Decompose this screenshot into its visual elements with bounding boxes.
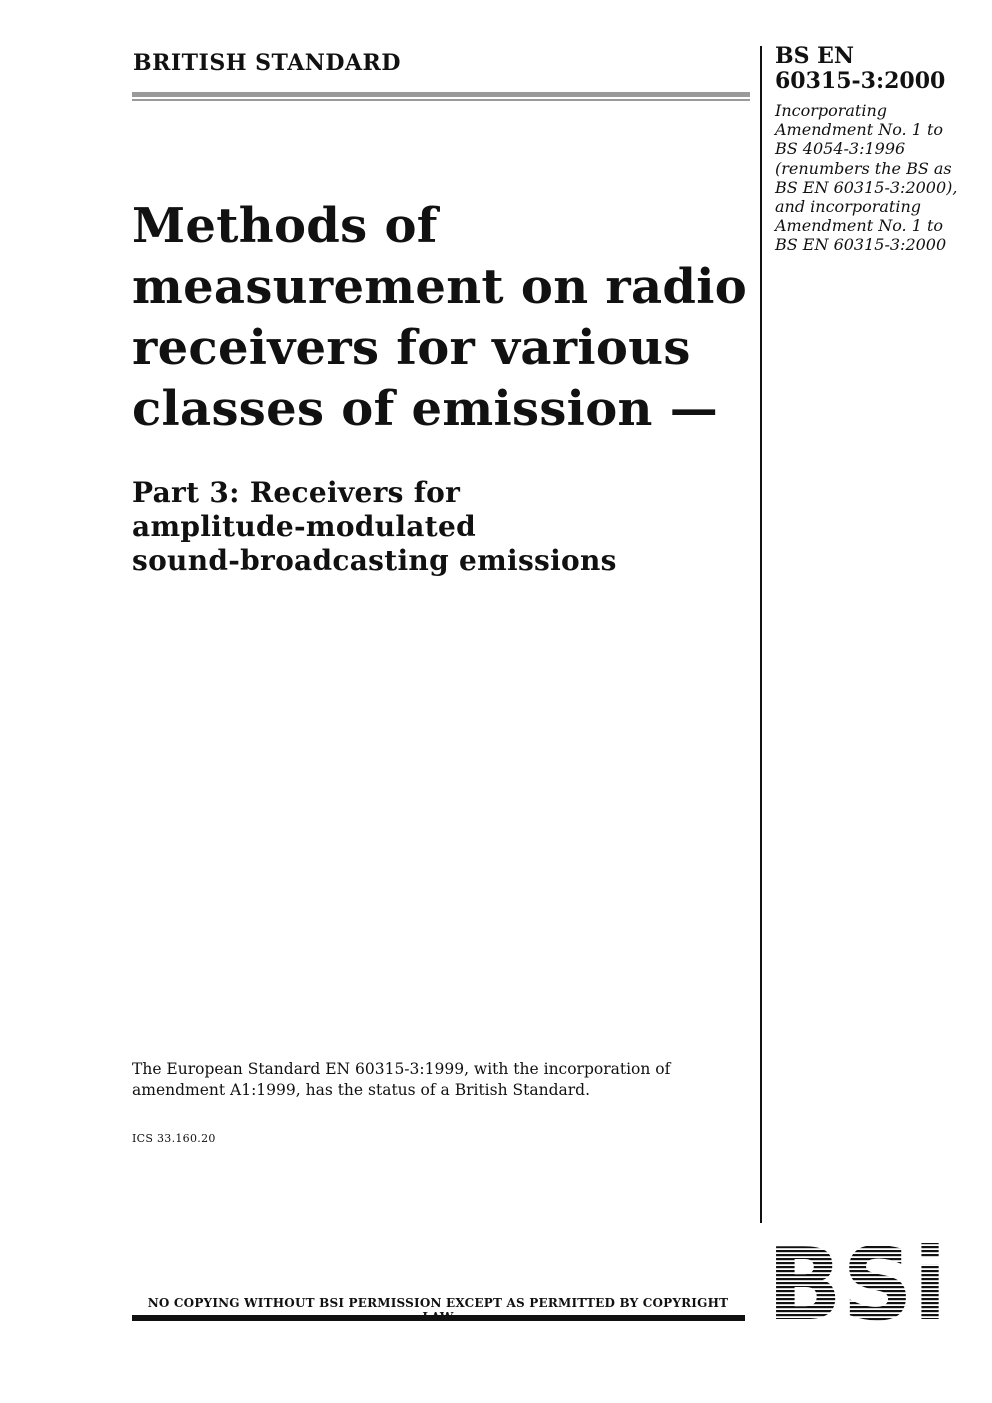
amendment-line: Amendment No. 1 to	[775, 216, 944, 236]
status-statement	[132, 1059, 692, 1100]
amendment-line: BS 4054-3:1996	[775, 139, 906, 159]
title-line: Methods of	[132, 198, 438, 254]
amendment-line: BS EN 60315-3:2000	[775, 235, 947, 255]
amendment-line: (renumbers the BS as	[775, 158, 952, 178]
part-title-line: sound-broadcasting emissions	[132, 544, 617, 577]
status-line: amendment A1:1999, has the status of a British Standard.	[132, 1080, 590, 1099]
standard-number-line-1: BS EN	[775, 43, 855, 69]
status-line: The European Standard EN 60315-3:1999, with the incorporation of	[132, 1060, 671, 1078]
part-title	[132, 476, 752, 578]
amendment-note	[775, 101, 975, 255]
part-title-line: amplitude-modulated	[132, 510, 476, 543]
standard-series-label: BRITISH STANDARD	[133, 50, 401, 76]
standard-number	[775, 44, 975, 94]
footer-rule	[132, 1315, 745, 1321]
amendment-line: and incorporating	[775, 197, 921, 217]
amendment-line: BS EN 60315-3:2000),	[775, 177, 958, 197]
part-title-line: Part 3: Receivers for	[132, 476, 461, 509]
standard-number-line-2: 60315-3:2000	[775, 68, 946, 94]
amendment-line: Incorporating	[775, 101, 888, 120]
header-rule-thin	[132, 99, 750, 101]
title-line: classes of emission —	[132, 381, 719, 437]
bsi-logo	[769, 1242, 945, 1323]
copyright-notice: NO COPYING WITHOUT BSI PERMISSION EXCEPT AS PERMITTED BY COPYRIGHT	[147, 1296, 729, 1310]
title-line: measurement on radio	[132, 259, 748, 315]
document-title	[132, 196, 752, 440]
header-rule-thick	[132, 92, 750, 97]
amendment-line: Amendment No. 1 to	[775, 120, 944, 140]
vertical-divider	[760, 46, 762, 1223]
title-line: receivers for various	[132, 320, 691, 376]
ics-code: ICS 33.160.20	[132, 1132, 216, 1145]
